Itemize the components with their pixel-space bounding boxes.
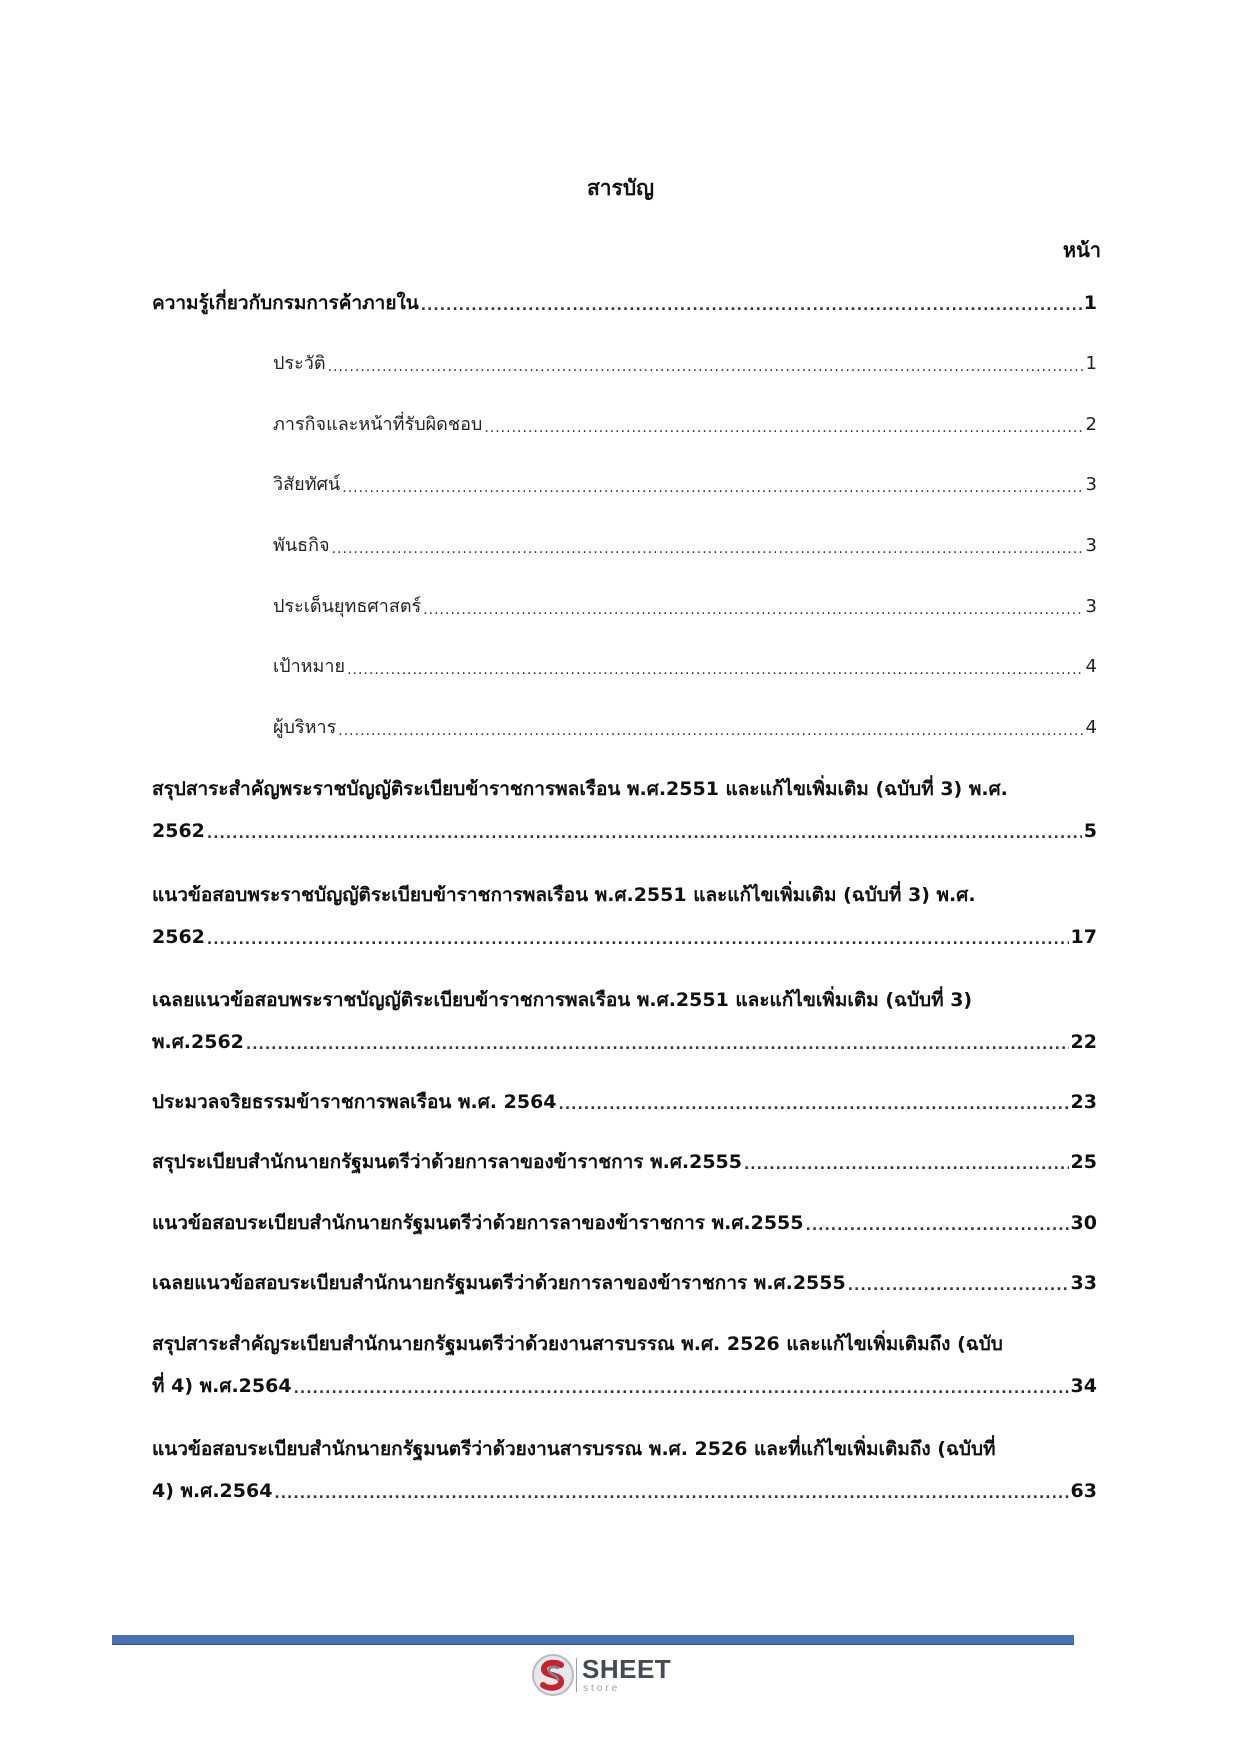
toc-entry-text: ความรู้เกี่ยวกับกรมการค้าภายใน xyxy=(152,292,419,314)
toc-entry-text: ประเด็นยุทธศาสตร์ xyxy=(273,596,422,617)
toc-page-number: 22 xyxy=(1070,1031,1097,1053)
toc-leader-dots xyxy=(328,355,1084,379)
toc-page-number: 1 xyxy=(1083,292,1097,314)
toc-entry-text: ภารกิจและหน้าที่รับผิดชอบ xyxy=(273,414,483,435)
toc-leader-dots xyxy=(848,1274,1069,1298)
logo-separator xyxy=(576,1658,577,1692)
toc-leader-dots xyxy=(744,1153,1069,1177)
toc-entry-text: วิสัยทัศน์ xyxy=(273,474,341,495)
toc-page-number: 63 xyxy=(1070,1480,1097,1502)
toc-entry-first-line[interactable]: แนวข้อสอบพระราชบัญญัติระเบียบข้าราชการพลเรือน พ.ศ.2551 และแก้ไขเพิ่มเติม (ฉบับที่ 3) พ.ศ. xyxy=(152,884,976,906)
toc-page-number: 5 xyxy=(1083,820,1097,842)
toc-page-number: 3 xyxy=(1085,596,1097,617)
footer-divider-bar xyxy=(112,1635,1074,1645)
toc-subentry[interactable] xyxy=(273,713,1097,743)
toc-leader-dots xyxy=(559,1093,1069,1117)
toc-entry[interactable] xyxy=(152,1268,1097,1298)
toc-leader-dots xyxy=(207,928,1069,952)
toc-page-number: 1 xyxy=(1085,353,1097,374)
toc-subentry[interactable] xyxy=(273,349,1097,379)
toc-leader-dots xyxy=(484,416,1083,440)
toc-entry-text: 4) พ.ศ.2564 xyxy=(152,1480,273,1502)
s-logo-icon xyxy=(530,1652,576,1698)
toc-page-number: 34 xyxy=(1070,1375,1097,1397)
toc-subentry[interactable] xyxy=(273,592,1097,622)
toc-leader-dots xyxy=(806,1214,1069,1238)
toc-page-number: 3 xyxy=(1085,535,1097,556)
toc-entry-text: เฉลยแนวข้อสอบระเบียบสำนักนายกรัฐมนตรีว่าด้วยการลาของข้าราชการ พ.ศ.2555 xyxy=(152,1272,846,1294)
sheet-store-logo xyxy=(530,1652,690,1700)
toc-entry[interactable] xyxy=(152,1087,1097,1117)
toc-subentry[interactable] xyxy=(273,470,1097,500)
toc-subentry[interactable] xyxy=(273,652,1097,682)
toc-entry[interactable] xyxy=(152,288,1097,318)
toc-entry[interactable] xyxy=(152,1147,1097,1177)
toc-entry[interactable] xyxy=(152,816,1097,846)
toc-entry-text: ประมวลจริยธรรมข้าราชการพลเรือน พ.ศ. 2564 xyxy=(152,1091,557,1113)
toc-entry-text: ประวัติ xyxy=(273,353,326,374)
toc-entry-text: ผู้บริหาร xyxy=(273,717,337,738)
toc-leader-dots xyxy=(274,1482,1068,1506)
toc-page-number: 4 xyxy=(1085,717,1097,738)
toc-page-number: 30 xyxy=(1070,1212,1097,1234)
toc-subentry[interactable] xyxy=(273,410,1097,440)
toc-entry[interactable] xyxy=(152,1371,1097,1401)
toc-entry[interactable] xyxy=(152,1208,1097,1238)
toc-page-number: 3 xyxy=(1085,474,1097,495)
toc-leader-dots xyxy=(207,822,1082,846)
toc-entry-first-line[interactable]: เฉลยแนวข้อสอบพระราชบัญญัติระเบียบข้าราชการพลเรือน พ.ศ.2551 และแก้ไขเพิ่มเติม (ฉบับที่ 3) xyxy=(152,989,973,1011)
toc-entry[interactable] xyxy=(152,1476,1097,1506)
toc-leader-dots xyxy=(338,719,1083,743)
toc-entry-text: เป้าหมาย xyxy=(273,656,346,677)
toc-entry-text: 2562 xyxy=(152,926,205,948)
toc-entry-first-line[interactable]: แนวข้อสอบระเบียบสำนักนายกรัฐมนตรีว่าด้วยงานสารบรรณ พ.ศ. 2526 และที่แก้ไขเพิ่มเติมถึง (ฉบับที่ xyxy=(152,1438,996,1460)
toc-leader-dots xyxy=(423,598,1083,622)
toc-leader-dots xyxy=(342,476,1083,500)
toc-entry-text: พ.ศ.2562 xyxy=(152,1031,244,1053)
page-column-header: หน้า xyxy=(1062,238,1101,262)
brand-sub: store xyxy=(583,1683,621,1694)
toc-entry-text: 2562 xyxy=(152,820,205,842)
toc-entry-text: สรุประเบียบสำนักนายกรัฐมนตรีว่าด้วยการลาของข้าราชการ พ.ศ.2555 xyxy=(152,1151,742,1173)
page-title: สารบัญ xyxy=(586,176,655,200)
toc-entry[interactable] xyxy=(152,922,1097,952)
toc-page-number: 25 xyxy=(1070,1151,1097,1173)
toc-page-number: 2 xyxy=(1085,414,1097,435)
toc-leader-dots xyxy=(246,1033,1069,1057)
toc-page-number: 23 xyxy=(1070,1091,1097,1113)
toc-leader-dots xyxy=(347,658,1083,682)
toc-entry[interactable] xyxy=(152,1027,1097,1057)
toc-page-number: 4 xyxy=(1085,656,1097,677)
toc-page-number: 33 xyxy=(1070,1272,1097,1294)
toc-entry-text: ที่ 4) พ.ศ.2564 xyxy=(152,1375,292,1397)
toc-subentry[interactable] xyxy=(273,531,1097,561)
toc-entry-text: แนวข้อสอบระเบียบสำนักนายกรัฐมนตรีว่าด้วยการลาของข้าราชการ พ.ศ.2555 xyxy=(152,1212,804,1234)
toc-entry-first-line[interactable]: สรุปสาระสำคัญพระราชบัญญัติระเบียบข้าราชการพลเรือน พ.ศ.2551 และแก้ไขเพิ่มเติม (ฉบับที่ 3) พ.ศ. xyxy=(152,778,1008,800)
toc-entry-text: พันธกิจ xyxy=(273,535,330,556)
toc-entry-first-line[interactable]: สรุปสาระสำคัญระเบียบสำนักนายกรัฐมนตรีว่าด้วยงานสารบรรณ พ.ศ. 2526 และแก้ไขเพิ่มเติมถึง (ฉบับ xyxy=(152,1333,1003,1355)
brand-name: SHEET xyxy=(582,1654,672,1684)
toc-page-number: 17 xyxy=(1070,926,1097,948)
toc-leader-dots xyxy=(294,1377,1069,1401)
toc-leader-dots xyxy=(332,537,1084,561)
toc-leader-dots xyxy=(421,294,1082,318)
